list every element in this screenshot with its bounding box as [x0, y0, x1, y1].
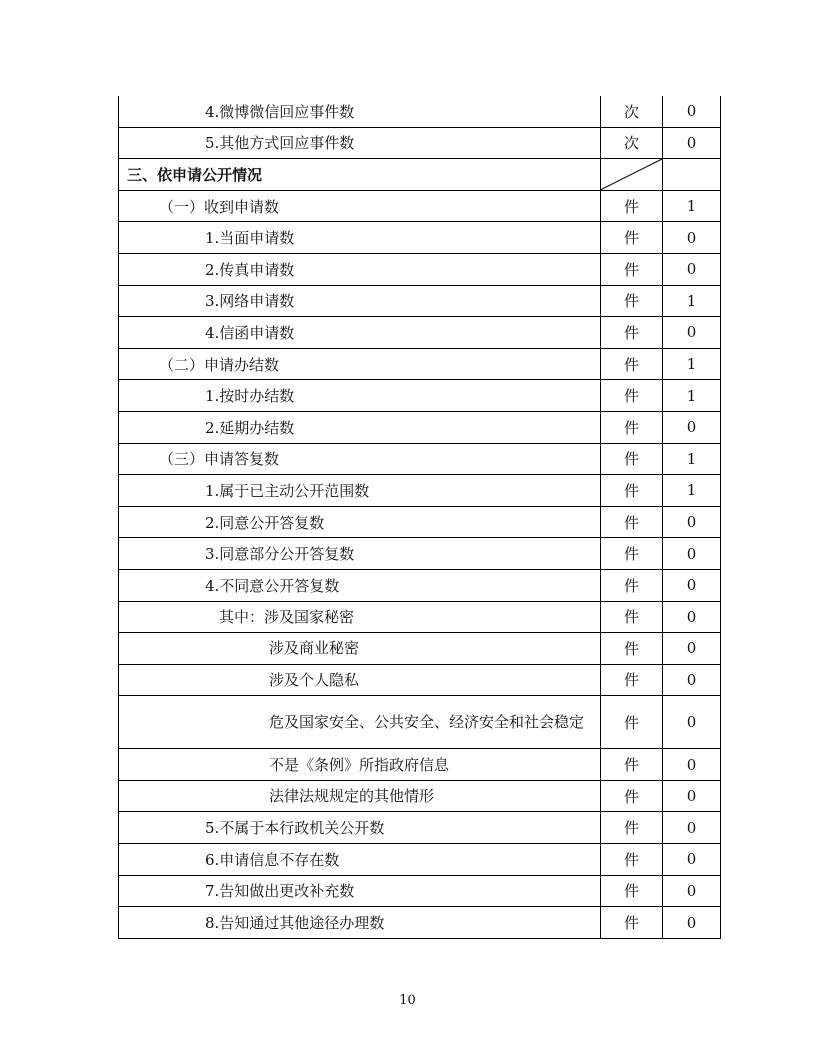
disclosure-statistics-table	[118, 96, 721, 939]
row-value: 1	[663, 380, 721, 412]
table-row	[119, 538, 721, 570]
row-value: 1	[663, 443, 721, 475]
row-label: 4.信函申请数	[119, 317, 601, 349]
row-unit: 件	[601, 780, 663, 812]
row-label: 涉及个人隐私	[119, 664, 601, 696]
row-unit: 件	[601, 538, 663, 570]
row-value: 0	[663, 875, 721, 907]
row-label: 1.属于已主动公开范围数	[119, 475, 601, 507]
row-value: 0	[663, 601, 721, 633]
row-label: 法律法规规定的其他情形	[119, 780, 601, 812]
table-row	[119, 664, 721, 696]
table-row	[119, 569, 721, 601]
section-header-row	[119, 159, 721, 191]
row-value: 0	[663, 907, 721, 939]
row-value: 0	[663, 780, 721, 812]
table-row	[119, 253, 721, 285]
row-value: 0	[663, 317, 721, 349]
row-label: 危及国家安全、公共安全、经济安全和社会稳定	[119, 696, 601, 749]
table-row	[119, 696, 721, 749]
row-value: 0	[663, 253, 721, 285]
row-label: 2.传真申请数	[119, 253, 601, 285]
row-unit: 件	[601, 190, 663, 222]
row-label: 不是《条例》所指政府信息	[119, 749, 601, 781]
row-unit: 件	[601, 601, 663, 633]
table-row	[119, 844, 721, 876]
row-unit: 件	[601, 875, 663, 907]
page-number: 10	[399, 993, 416, 1008]
row-label: 6.申请信息不存在数	[119, 844, 601, 876]
table-row	[119, 812, 721, 844]
table-row	[119, 285, 721, 317]
table-row	[119, 348, 721, 380]
table-row	[119, 601, 721, 633]
table-row	[119, 875, 721, 907]
diagonal-cell	[601, 159, 663, 191]
row-unit: 件	[601, 443, 663, 475]
table-row	[119, 380, 721, 412]
row-unit: 件	[601, 317, 663, 349]
row-label: 5.其他方式回应事件数	[119, 127, 601, 159]
row-unit: 件	[601, 664, 663, 696]
row-value: 1	[663, 475, 721, 507]
row-unit: 件	[601, 696, 663, 749]
row-unit: 件	[601, 812, 663, 844]
row-value: 0	[663, 844, 721, 876]
table-row	[119, 317, 721, 349]
row-unit: 件	[601, 633, 663, 665]
row-unit: 件	[601, 844, 663, 876]
table-row	[119, 127, 721, 159]
row-label: 3.网络申请数	[119, 285, 601, 317]
table-row	[119, 749, 721, 781]
row-unit: 件	[601, 348, 663, 380]
row-unit: 件	[601, 253, 663, 285]
row-unit: 件	[601, 411, 663, 443]
table-row	[119, 222, 721, 254]
row-unit: 件	[601, 506, 663, 538]
row-label: （三）申请答复数	[119, 443, 601, 475]
row-value: 1	[663, 348, 721, 380]
row-unit: 件	[601, 907, 663, 939]
row-value: 1	[663, 190, 721, 222]
row-label: 1.按时办结数	[119, 380, 601, 412]
table-row	[119, 506, 721, 538]
row-unit: 次	[601, 127, 663, 159]
row-value: 0	[663, 749, 721, 781]
row-unit: 次	[601, 96, 663, 127]
section-heading: 三、依申请公开情况	[119, 159, 601, 191]
row-value: 1	[663, 285, 721, 317]
row-value: 0	[663, 506, 721, 538]
row-unit: 件	[601, 222, 663, 254]
row-label: 2.同意公开答复数	[119, 506, 601, 538]
row-label: （二）申请办结数	[119, 348, 601, 380]
row-value: 0	[663, 633, 721, 665]
row-value: 0	[663, 812, 721, 844]
row-value: 0	[663, 538, 721, 570]
table-row	[119, 96, 721, 127]
row-label: 3.同意部分公开答复数	[119, 538, 601, 570]
row-value: 0	[663, 96, 721, 127]
table-row	[119, 633, 721, 665]
table-row	[119, 411, 721, 443]
row-label: 2.延期办结数	[119, 411, 601, 443]
row-label: 其中：涉及国家秘密	[119, 601, 601, 633]
row-label: 7.告知做出更改补充数	[119, 875, 601, 907]
row-unit: 件	[601, 569, 663, 601]
empty-cell	[663, 159, 721, 191]
table-row	[119, 443, 721, 475]
row-value: 0	[663, 569, 721, 601]
row-label: 4.不同意公开答复数	[119, 569, 601, 601]
table-row	[119, 907, 721, 939]
row-unit: 件	[601, 749, 663, 781]
row-value: 0	[663, 127, 721, 159]
row-label: 4.微博微信回应事件数	[119, 96, 601, 127]
table-row	[119, 780, 721, 812]
row-value: 0	[663, 411, 721, 443]
row-unit: 件	[601, 285, 663, 317]
table-row	[119, 475, 721, 507]
row-label: 涉及商业秘密	[119, 633, 601, 665]
row-unit: 件	[601, 380, 663, 412]
row-value: 0	[663, 222, 721, 254]
row-value: 0	[663, 664, 721, 696]
row-label: 1.当面申请数	[119, 222, 601, 254]
row-value: 0	[663, 696, 721, 749]
row-label: 8.告知通过其他途径办理数	[119, 907, 601, 939]
table-row	[119, 190, 721, 222]
row-unit: 件	[601, 475, 663, 507]
row-label: 5.不属于本行政机关公开数	[119, 812, 601, 844]
diagonal-slash-line	[601, 159, 662, 190]
row-label: （一）收到申请数	[119, 190, 601, 222]
